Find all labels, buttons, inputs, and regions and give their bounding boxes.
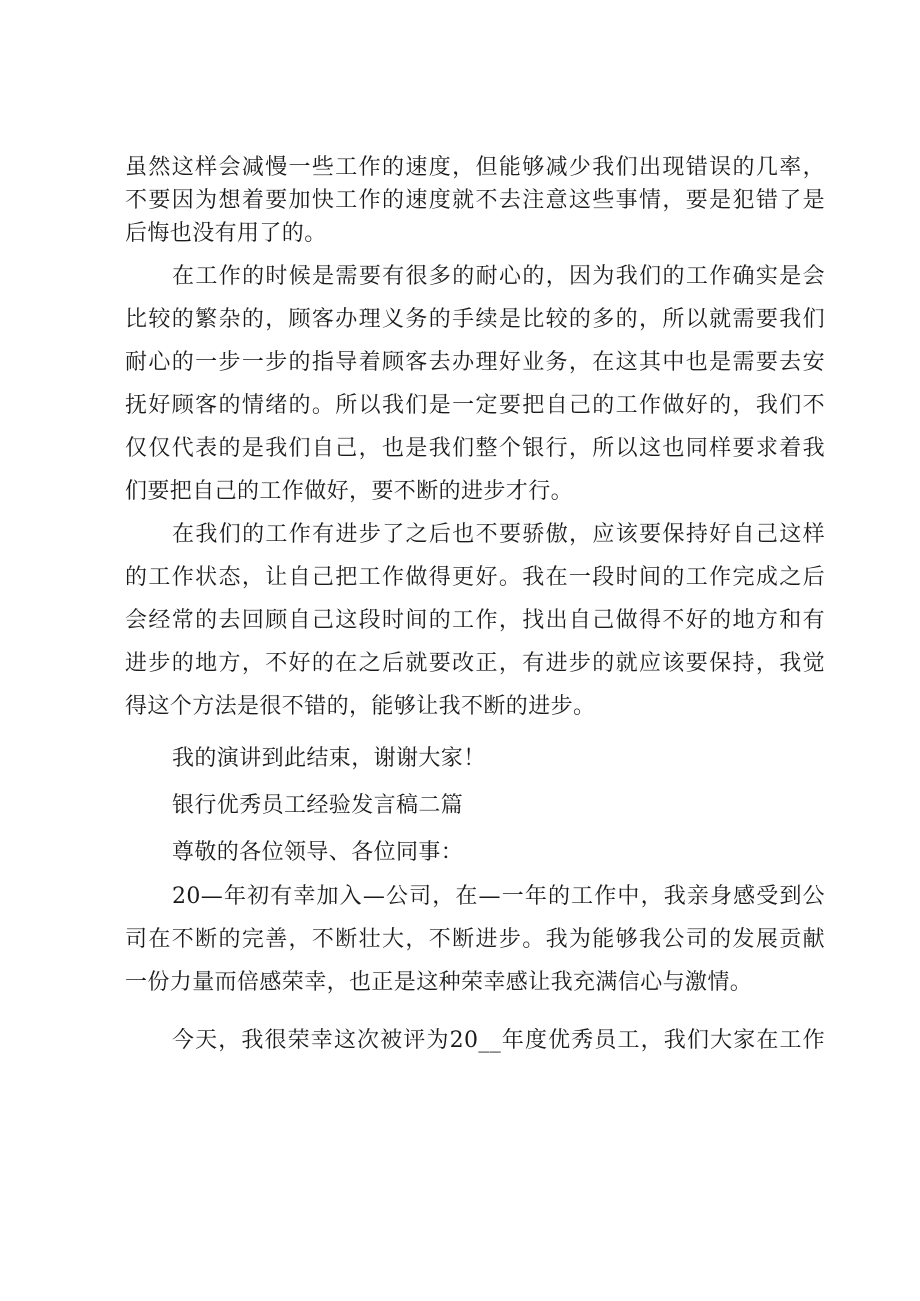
text-line: 一份力量而倍感荣幸，也正是这种荣幸感让我充满信心与激情。 — [125, 970, 753, 995]
text-line: 20—年初有幸加入—公司，在—一年的工作中，我亲身感受到公 — [172, 884, 825, 909]
text-line: 后悔也没有用了的。 — [125, 221, 327, 246]
text-line: 抚好顾客的情绪的。所以我们是一定要把自己的工作做好的，我们不 — [125, 393, 825, 418]
text-line: 在我们的工作有进步了之后也不要骄傲，应该要保持好自己这样 — [172, 522, 825, 547]
text-line: 在工作的时候是需要有很多的耐心的，因为我们的工作确实是会 — [172, 264, 825, 289]
text-line: 比较的繁杂的，顾客办理义务的手续是比较的多的，所以就需要我们 — [125, 307, 825, 332]
text-line: 虽然这样会减慢一些工作的速度，但能够减少我们出现错误的几率， — [125, 155, 825, 180]
text-line: 司在不断的完善，不断壮大，不断进步。我为能够我公司的发展贡献 — [125, 927, 825, 952]
text-line: 会经常的去回顾自己这段时间的工作，找出自己做得不好的地方和有 — [125, 608, 825, 633]
text-line: 的工作状态，让自己把工作做得更好。我在一段时间的工作完成之后 — [125, 565, 825, 590]
salutation: 尊敬的各位领导、各位同事： — [172, 840, 464, 865]
text-line: 仅仅代表的是我们自己，也是我们整个银行，所以这也同样要求着我 — [125, 436, 825, 461]
text-line: 不要因为想着要加快工作的速度就不去注意这些事情，要是犯错了是 — [125, 188, 825, 213]
text-line: 进步的地方，不好的在之后就要改正，有进步的就应该要保持，我觉 — [125, 651, 825, 676]
text-line: 耐心的一步一步的指导着顾客去办理好业务，在这其中也是需要去安 — [125, 350, 825, 375]
closing-line: 我的演讲到此结束，谢谢大家！ — [172, 746, 486, 771]
section-title: 银行优秀员工经验发言稿二篇 — [172, 793, 464, 818]
text-line: 今天，我很荣幸这次被评为20__年度优秀员工，我们大家在工作 — [172, 1028, 825, 1053]
text-line: 得这个方法是很不错的，能够让我不断的进步。 — [125, 694, 596, 719]
text-line: 们要把自己的工作做好，要不断的进步才行。 — [125, 479, 574, 504]
